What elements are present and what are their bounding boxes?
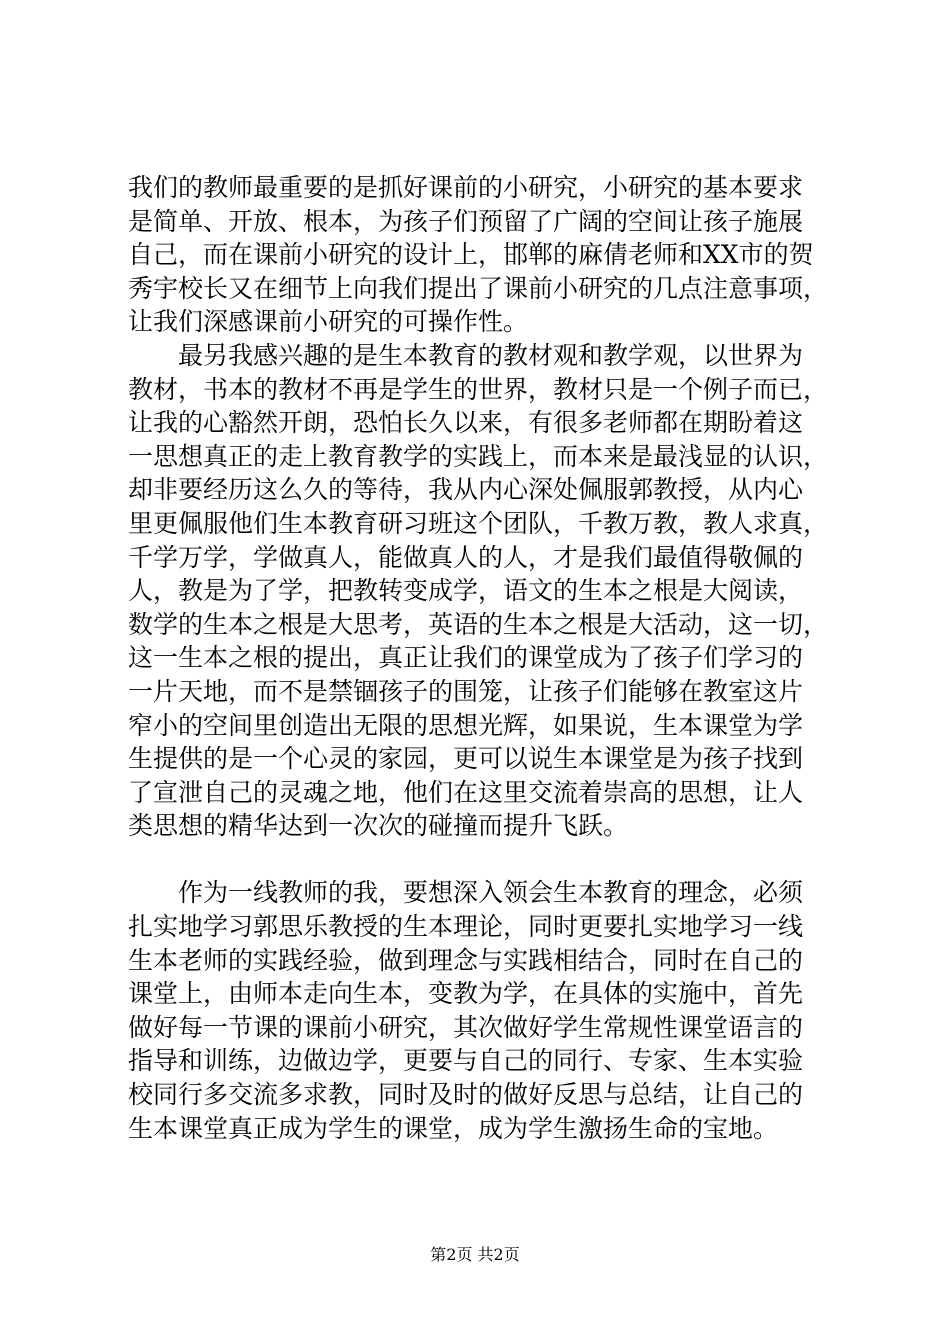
text-line: 千学万学，学做真人，能做真人的人，才是我们最值得敬佩的 bbox=[128, 542, 804, 572]
text-line: 教材，书本的教材不再是学生的世界，教材只是一个例子而已， bbox=[128, 374, 829, 404]
paragraph-3 bbox=[128, 876, 828, 1145]
text-line: 一思想真正的走上教育教学的实践上，而本来是最浅显的认识， bbox=[128, 441, 829, 471]
text-line: 最另我感兴趣的是生本教育的教材观和教学观，以世界为 bbox=[178, 340, 804, 370]
text-line: 生本课堂真正成为学生的课堂，成为学生激扬生命的宝地。 bbox=[128, 1113, 779, 1143]
page-footer: 第2页 共2页 bbox=[430, 1245, 520, 1264]
text-line: 秀宇校长又在细节上向我们提出了课前小研究的几点注意事项， bbox=[128, 273, 829, 303]
text-line: 让我们深感课前小研究的可操作性。 bbox=[128, 307, 529, 337]
text-line: 这一生本之根的提出，真正让我们的课堂成为了孩子们学习的 bbox=[128, 643, 804, 673]
text-line: 课堂上，由师本走向生本，变教为学，在具体的实施中，首先 bbox=[128, 979, 804, 1009]
text-line: 窄小的空间里创造出无限的思想光辉，如果说，生本课堂为学 bbox=[128, 710, 804, 740]
text-line bbox=[128, 843, 828, 877]
text-line: 里更佩服他们生本教育研习班这个团队，千教万教，教人求真， bbox=[128, 508, 829, 538]
text-line: 数学的生本之根是大思考，英语的生本之根是大活动，这一切， bbox=[128, 609, 829, 639]
document-body bbox=[128, 171, 828, 1145]
paragraph-2 bbox=[128, 339, 828, 877]
text-line: 人，教是为了学，把教转变成学，语文的生本之根是大阅读， bbox=[128, 576, 804, 606]
text-line: 是简单、开放、根本，为孩子们预留了广阔的空间让孩子施展 bbox=[128, 206, 804, 236]
text-line: 自己，而在课前小研究的设计上，邯郸的麻倩老师和XX市的贺 bbox=[128, 240, 814, 270]
text-line: 了宣泄自己的灵魂之地，他们在这里交流着崇高的思想，让人 bbox=[128, 777, 804, 807]
text-line: 类思想的精华达到一次次的碰撞而提升飞跃。 bbox=[128, 811, 629, 841]
text-line: 校同行多交流多求教，同时及时的做好反思与总结，让自己的 bbox=[128, 1080, 804, 1110]
text-line: 让我的心豁然开朗，恐怕长久以来，有很多老师都在期盼着这 bbox=[128, 408, 804, 438]
text-line: 却非要经历这么久的等待，我从内心深处佩服郭教授，从内心 bbox=[128, 475, 804, 505]
text-line: 作为一线教师的我，要想深入领会生本教育的理念，必须 bbox=[178, 878, 804, 908]
text-line: 我们的教师最重要的是抓好课前的小研究，小研究的基本要求 bbox=[128, 173, 804, 202]
text-line: 指导和训练，边做边学，更要与自己的同行、专家、生本实验 bbox=[128, 1046, 804, 1076]
text-line: 生提供的是一个心灵的家园，更可以说生本课堂是为孩子找到 bbox=[128, 744, 804, 774]
text-line: 做好每一节课的课前小研究，其次做好学生常规性课堂语言的 bbox=[128, 1012, 804, 1042]
text-line: 一片天地，而不是禁锢孩子的围笼，让孩子们能够在教室这片 bbox=[128, 676, 804, 706]
paragraph-1 bbox=[128, 171, 828, 339]
text-line: 扎实地学习郭思乐教授的生本理论，同时更要扎实地学习一线 bbox=[128, 912, 804, 942]
text-line: 生本老师的实践经验，做到理念与实践相结合，同时在自己的 bbox=[128, 945, 804, 975]
